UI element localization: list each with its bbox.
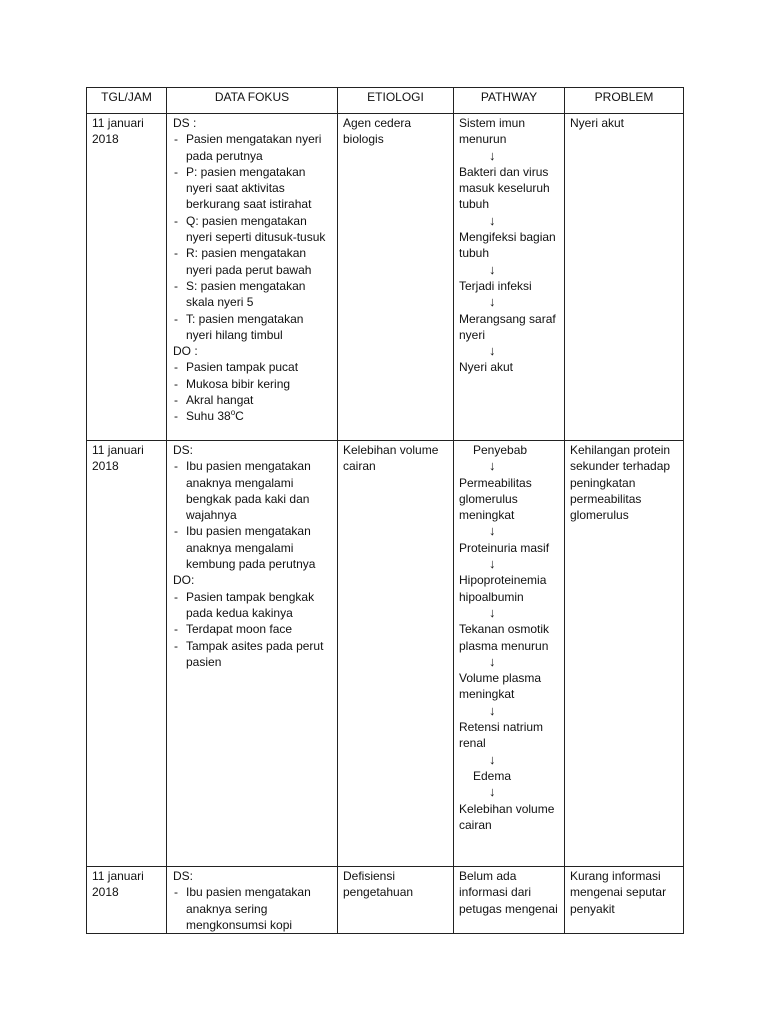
ds-label: DS: [173,443,194,457]
pathway-step: Edema [473,768,512,783]
temp-suffix: C [235,409,244,424]
list-item: - Ibu pasien mengatakan anaknya mengalami bengkak pada kaki dan wajahnya [173,458,332,523]
pathway-cell [454,867,565,934]
table-row [87,441,684,867]
date-cell: 11 januari 2018 [87,114,167,441]
date-cell: 11 januari 2018 [87,867,167,934]
pathway-flow [459,868,559,917]
pathway-step: Sistem imun menurun [459,116,526,147]
arrow-down-icon: ↓ [489,261,496,277]
arrow-down-icon: ↓ [489,653,496,669]
problem-cell: Kurang informasi mengenai seputar penyakit [565,867,684,934]
pathway-step: Merangsang saraf nyeri [459,311,556,342]
list-item: - Tampak asites pada perut pasien [173,638,332,671]
arrow-down-icon: ↓ [489,751,496,767]
header-data-fokus: DATA FOKUS [167,88,338,114]
pathway-step: Terjadi infeksi [459,278,532,293]
problem-cell: Kehilangan protein sekunder terhadap peningkatan permeabilitas glomerulus [565,441,684,867]
arrow-down-icon: ↓ [489,458,496,474]
table-row [87,867,684,934]
arrow-down-icon: ↓ [489,343,496,359]
arrow-down-icon: ↓ [489,556,496,572]
list-item: - Pasien mengatakan nyeri pada perutnya [173,131,332,164]
arrow-down-icon: ↓ [489,147,496,163]
list-item: - Ibu pasien mengatakan anaknya sering mengkonsumsi kopi [173,884,332,933]
degree-mark: o [230,408,236,418]
list-item: - Pasien tampak bengkak pada kedua kakinya [173,589,332,622]
list-item-temperature [173,408,332,424]
temp-prefix: Suhu 38 [186,409,231,424]
table-row [87,114,684,441]
pathway-step: Volume plasma meningkat [459,671,542,702]
etiologi-cell: Kelebihan volume cairan [338,441,454,867]
ds-label: DS: [173,869,194,883]
arrow-down-icon: ↓ [489,523,496,539]
header-problem: PROBLEM [565,88,684,114]
header-pathway: PATHWAY [454,88,565,114]
ds-list [173,458,332,572]
data-fokus-cell [167,114,338,441]
data-fokus-cell [167,441,338,867]
pathway-step: Kelebihan volume cairan [459,801,555,832]
list-item: - P: pasien mengatakan nyeri saat aktivitas berkurang saat istirahat [173,164,332,213]
ds-list [173,884,332,933]
arrow-down-icon: ↓ [489,702,496,718]
do-label: DO : [173,344,198,359]
list-item: - Q: pasien mengatakan nyeri seperti ditusuk-tusuk [173,213,332,246]
pathway-flow [459,115,559,376]
list-item: - S: pasien mengatakan skala nyeri 5 [173,278,332,311]
pathway-step: Belum ada informasi dari petugas mengenai [459,869,558,916]
pathway-step: Retensi natrium renal [459,720,544,751]
header-tgl-jam: TGL/JAM [87,88,167,114]
do-list [173,589,332,670]
arrow-down-icon: ↓ [489,604,496,620]
list-item: - Ibu pasien mengatakan anaknya mengalami kembung pada perutnya [173,523,332,572]
list-item: - T: pasien mengatakan nyeri hilang timbul [173,311,332,344]
header-row [87,88,684,114]
pathway-step: Tekanan osmotik plasma menurun [459,622,550,653]
list-item: - Terdapat moon face [173,621,332,637]
nursing-analysis-table [86,87,684,934]
etiologi-cell: Agen cedera biologis [338,114,454,441]
do-label: DO: [173,573,195,588]
pathway-flow [459,442,559,833]
pathway-step: Proteinuria masif [459,540,550,555]
arrow-down-icon: ↓ [489,294,496,310]
pathway-cell [454,114,565,441]
ds-label: DS : [173,116,197,130]
pathway-cell [454,441,565,867]
list-item: - R: pasien mengatakan nyeri pada perut bawah [173,245,332,278]
pathway-step: Mengifeksi bagian tubuh [459,230,556,261]
date-cell: 11 januari 2018 [87,441,167,867]
pathway-step: Nyeri akut [459,360,514,375]
ds-list [173,131,332,343]
document-sheet [86,87,683,934]
data-fokus-cell [167,867,338,934]
pathway-step: Hipoproteinemia hipoalbumin [459,573,547,604]
pathway-step: Permeabilitas glomerulus meningkat [459,475,532,523]
list-item: - Mukosa bibir kering [173,376,332,392]
etiologi-cell: Defisiensi pengetahuan [338,867,454,934]
pathway-step: Bakteri dan virus masuk keseluruh tubuh [459,164,550,212]
arrow-down-icon: ↓ [489,784,496,800]
list-item: - Akral hangat [173,392,332,408]
header-etiologi: ETIOLOGI [338,88,454,114]
do-list [173,359,332,424]
pathway-step: Penyebab [473,443,528,457]
arrow-down-icon: ↓ [489,212,496,228]
list-item: - Pasien tampak pucat [173,359,332,375]
problem-cell: Nyeri akut [565,114,684,441]
